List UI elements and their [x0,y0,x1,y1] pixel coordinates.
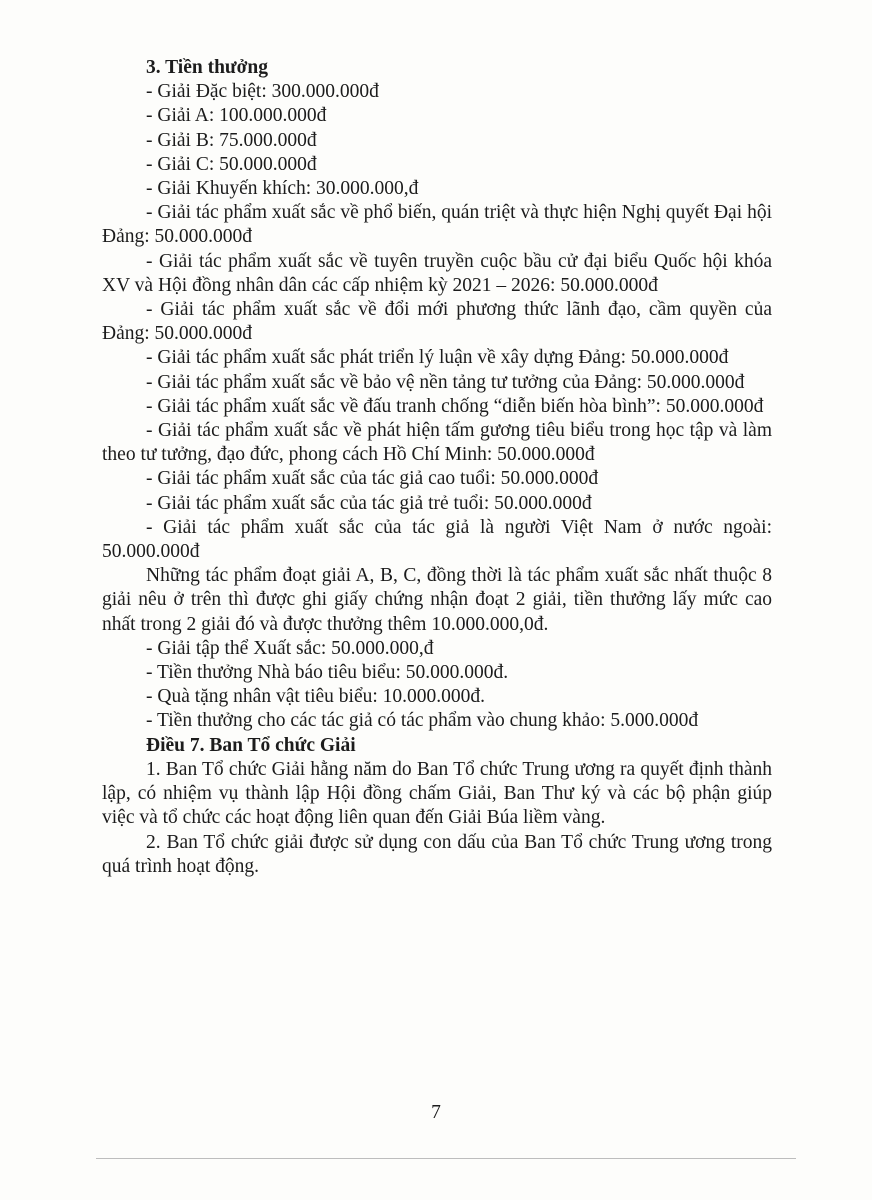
bottom-divider [96,1158,796,1159]
prize-line: - Giải B: 75.000.000đ [146,129,317,151]
prize-line: - Giải tác phẩm xuất sắc của tác giả trẻ tuổi: 50.000.000đ [146,492,592,514]
prize-line: - Giải tác phẩm xuất sắc về phát hiện tấm gương tiêu biểu trong học tập và làm theo tư tưởng, đạo đức, phong cách Hồ Chí Minh: 50.000.000đ [102,420,772,466]
other-prize-line: - Tiền thưởng cho các tác giả có tác phẩm vào chung khảo: 5.000.000đ [146,710,699,732]
other-prize-line: - Quà tặng nhân vật tiêu biểu: 10.000.000đ. [146,686,486,708]
other-prize-line: - Tiền thưởng Nhà báo tiêu biểu: 50.000.000đ. [146,662,509,684]
prize-line: - Giải Khuyến khích: 30.000.000,đ [146,178,419,200]
prize-line: - Giải tác phẩm xuất sắc về phổ biến, quán triệt và thực hiện Nghị quyết Đại hội Đảng: 50.000.000đ [102,202,772,248]
prize-line: - Giải tác phẩm xuất sắc về tuyên truyền cuộc bầu cử đại biểu Quốc hội khóa XV và Hội đồng nhân dân các cấp nhiệm kỳ 2021 – 2026: 50.000.000đ [102,250,772,296]
heading-article-7: Điều 7. Ban Tổ chức Giải [146,734,356,756]
prize-line: - Giải tác phẩm xuất sắc về đấu tranh chống “diễn biến hòa bình”: 50.000.000đ [146,395,764,417]
other-prize-line: - Giải tập thể Xuất sắc: 50.000.000,đ [146,637,434,659]
prize-line: - Giải tác phẩm xuất sắc của tác giả cao tuổi: 50.000.000đ [146,468,599,490]
prize-line: - Giải tác phẩm xuất sắc về đổi mới phương thức lãnh đạo, cầm quyền của Đảng: 50.000.000đ [102,299,772,345]
prize-line: - Giải A: 100.000.000đ [146,105,327,127]
article-7-paragraph-1: 1. Ban Tổ chức Giải hằng năm do Ban Tổ chức Trung ương ra quyết định thành lập, có nhiệm vụ thành lập Hội đồng chấm Giải, Ban Thư ký và các bộ phận giúp việc và tổ chức các hoạt động liên quan đến Giải Búa liềm vàng. [102,758,772,829]
double-prize-note: Những tác phẩm đoạt giải A, B, C, đồng thời là tác phẩm xuất sắc nhất thuộc 8 giải nêu ở trên thì được ghi giấy chứng nhận đoạt 2 giải, tiền thưởng lấy mức cao nhất trong 2 giải đó và được thưởng thêm 10.000.000,0đ. [102,565,772,635]
prize-line: - Giải C: 50.000.000đ [146,153,317,175]
prize-line: - Giải tác phẩm xuất sắc của tác giả là người Việt Nam ở nước ngoài: 50.000.000đ [102,516,772,563]
document-page [102,56,772,879]
prize-line: - Giải Đặc biệt: 300.000.000đ [146,81,379,103]
page-number: 7 [431,1102,441,1123]
prize-line: - Giải tác phẩm xuất sắc phát triển lý luận về xây dựng Đảng: 50.000.000đ [146,347,729,369]
prize-line: - Giải tác phẩm xuất sắc về bảo vệ nền tảng tư tưởng của Đảng: 50.000.000đ [146,371,745,393]
heading-prizes: 3. Tiền thưởng [146,57,269,78]
article-7-paragraph-2: 2. Ban Tổ chức giải được sử dụng con dấu của Ban Tổ chức Trung ương trong quá trình hoạt động. [102,831,772,877]
